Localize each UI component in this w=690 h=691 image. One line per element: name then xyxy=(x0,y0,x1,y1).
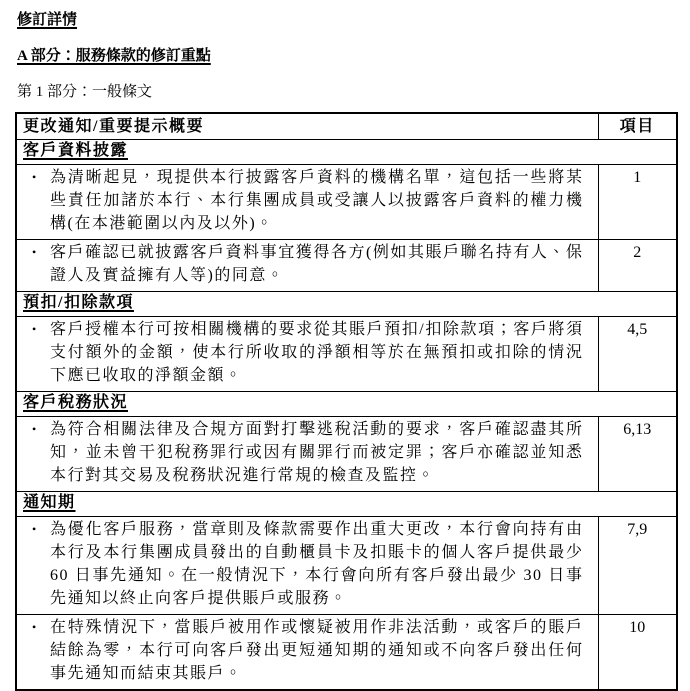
table-row xyxy=(16,165,677,240)
row-item-number: 7,9 xyxy=(598,517,677,615)
section-title: 預扣/扣除款項 xyxy=(23,294,134,311)
row-item-number: 4,5 xyxy=(598,317,677,392)
table-row xyxy=(16,317,677,392)
row-text: 在特殊情況下，當賬戶被用作或懷疑被用作非法活動，或客戶的賬戶結餘為零，本行可向客戶發出更短通知期的通知或不向客戶發出任何事先通知而結束其賬戶。 xyxy=(50,619,584,682)
section-a-heading: A 部分：服務條款的修訂重點 xyxy=(17,48,211,64)
bullet-icon: • xyxy=(32,422,37,436)
row-item-number: 1 xyxy=(598,165,677,240)
table-row xyxy=(16,417,677,492)
row-text: 客戶授權本行可按相關機構的要求從其賬戶預扣/扣除款項；客戶將須支付額外的金額，使本行所收取的淨額相等於在無預扣或扣除的情況下應已收取的淨額金額。 xyxy=(50,321,584,384)
revisions-table xyxy=(15,112,678,691)
table-row xyxy=(16,240,677,292)
table-header-row xyxy=(16,113,677,140)
table-row xyxy=(16,615,677,691)
row-item-number: 6,13 xyxy=(598,417,677,492)
bullet-icon: • xyxy=(32,620,37,634)
bullet-icon: • xyxy=(32,245,37,259)
bullet-icon: • xyxy=(32,322,37,336)
row-item-number: 10 xyxy=(598,615,677,691)
row-text: 為符合相關法律及合規方面對打擊逃稅活動的要求，客戶確認盡其所知，並未曾干犯稅務罪行或因有關罪行而被定罪；客戶亦確認並知悉本行對其交易及稅務狀況進行常規的檢查及監控。 xyxy=(50,421,584,484)
item-column-header: 項目 xyxy=(598,113,677,140)
section-row-customer-tax-status xyxy=(16,392,677,417)
bullet-icon: • xyxy=(32,522,37,536)
summary-column-header: 更改通知/重要提示概要 xyxy=(16,113,598,140)
row-text: 為優化客戶服務，當章則及條款需要作出重大更改，本行會向持有由本行及本行集團成員發出的自動櫃員卡及扣賬卡的個人客戶提供最少 60 日事先通知。在一般情況下，本行會向所有客戶發出最少 30 日事先通知以終止向客戶提供賬戶或服務。 xyxy=(50,521,584,607)
section-title: 客戶稅務狀況 xyxy=(23,394,129,411)
section-row-customer-data-disclosure xyxy=(16,140,677,165)
section-title: 客戶資料披露 xyxy=(23,142,129,159)
section-row-notice-period xyxy=(16,492,677,517)
part-1-heading: 第 1 部分：一般條文 xyxy=(17,84,153,100)
row-item-number: 2 xyxy=(598,240,677,292)
table-row xyxy=(16,517,677,615)
section-row-withholding-deduction xyxy=(16,292,677,317)
document-title: 修訂詳情 xyxy=(17,12,78,28)
row-text: 客戶確認已就披露客戶資料事宜獲得各方(例如其賬戶聯名持有人、保證人及實益擁有人等)的同意。 xyxy=(50,244,584,284)
row-text: 為清晰起見，現提供本行披露客戶資料的機構名單，這包括一些將某些責任加諸於本行、本行集團成員或受讓人以披露客戶資料的權力機構(在本港範圍以內及以外)。 xyxy=(50,169,584,232)
bullet-icon: • xyxy=(32,170,37,184)
section-title: 通知期 xyxy=(23,494,76,511)
